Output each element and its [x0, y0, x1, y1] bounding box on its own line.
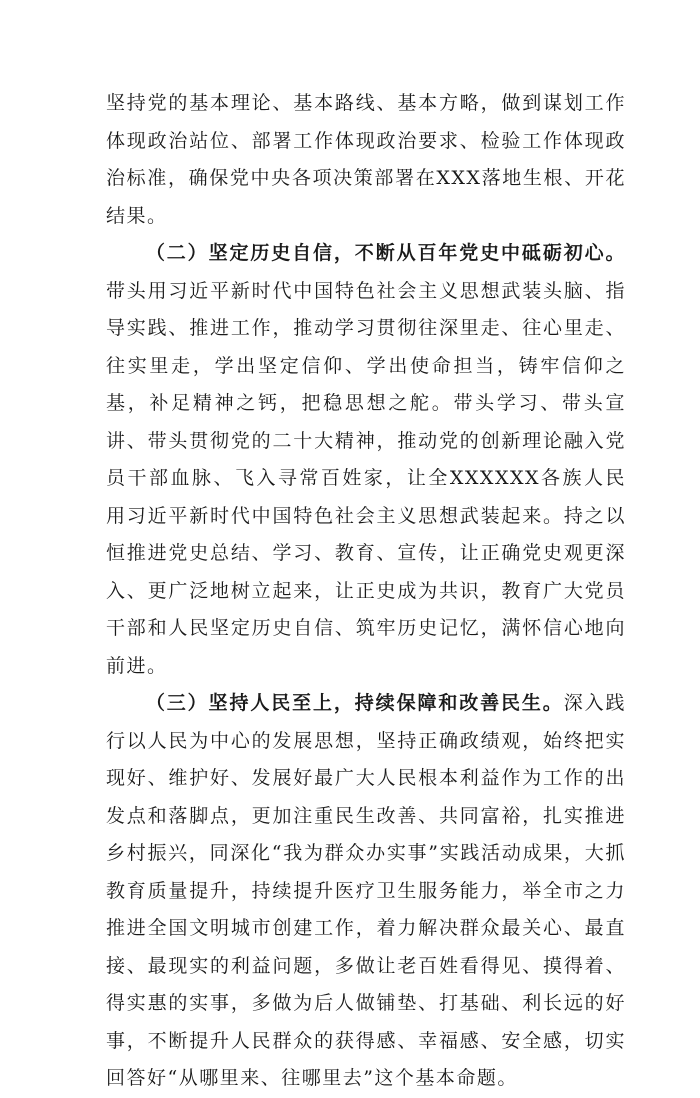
document-page	[106, 85, 626, 1098]
paragraph-2-body: 带头用习近平新时代中国特色社会主义思想武装头脑、指导实践、推进工作，推动学习贯彻往深里走、往心里走、往实里走，学出坚定信仰、学出使命担当，铸牢信仰之基，补足精神之钙，把稳思想之舵。带头学习、带头宣讲、带头贯彻党的二十大精神，推动党的创新理论融入党员干部血脉、飞入寻常百姓家，让全XXXXXX各族人民用习近平新时代中国特色社会主义思想武装起来。持之以恒推进党史总结、学习、教育、宣传，让正确党史观更深入、更广泛地树立起来，让正史成为共识，教育广大党员干部和人民坚定历史自信、筑牢历史记忆，满怀信心地向前进。	[106, 279, 626, 677]
paragraph-1	[106, 85, 626, 235]
paragraph-2-heading: （二）坚定历史自信，不断从百年党史中砥砺初心。	[145, 242, 626, 264]
paragraph-2	[106, 235, 626, 685]
paragraph-1-body: 坚持党的基本理论、基本路线、基本方略，做到谋划工作体现政治站位、部署工作体现政治要求、检验工作体现政治标准，确保党中央各项决策部署在XXX落地生根、开花结果。	[106, 92, 626, 227]
paragraph-3	[106, 685, 626, 1098]
paragraph-3-body: 深入践行以人民为中心的发展思想，坚持正确政绩观，始终把实现好、维护好、发展好最广大人民根本利益作为工作的出发点和落脚点，更加注重民生改善、共同富裕，扎实推进乡村振兴，同深化“我为群众办实事”实践活动成果，大抓教育质量提升，持续提升医疗卫生服务能力，举全市之力推进全国文明城市创建工作，着力解决群众最关心、最直接、最现实的利益问题，多做让老百姓看得见、摸得着、得实惠的实事，多做为后人做铺垫、打基础、利长远的好事，不断提升人民群众的获得感、幸福感、安全感，切实回答好“从哪里来、往哪里去”这个基本命题。	[106, 692, 626, 1089]
paragraph-3-heading: （三）坚持人民至上，持续保障和改善民生。	[145, 692, 564, 714]
